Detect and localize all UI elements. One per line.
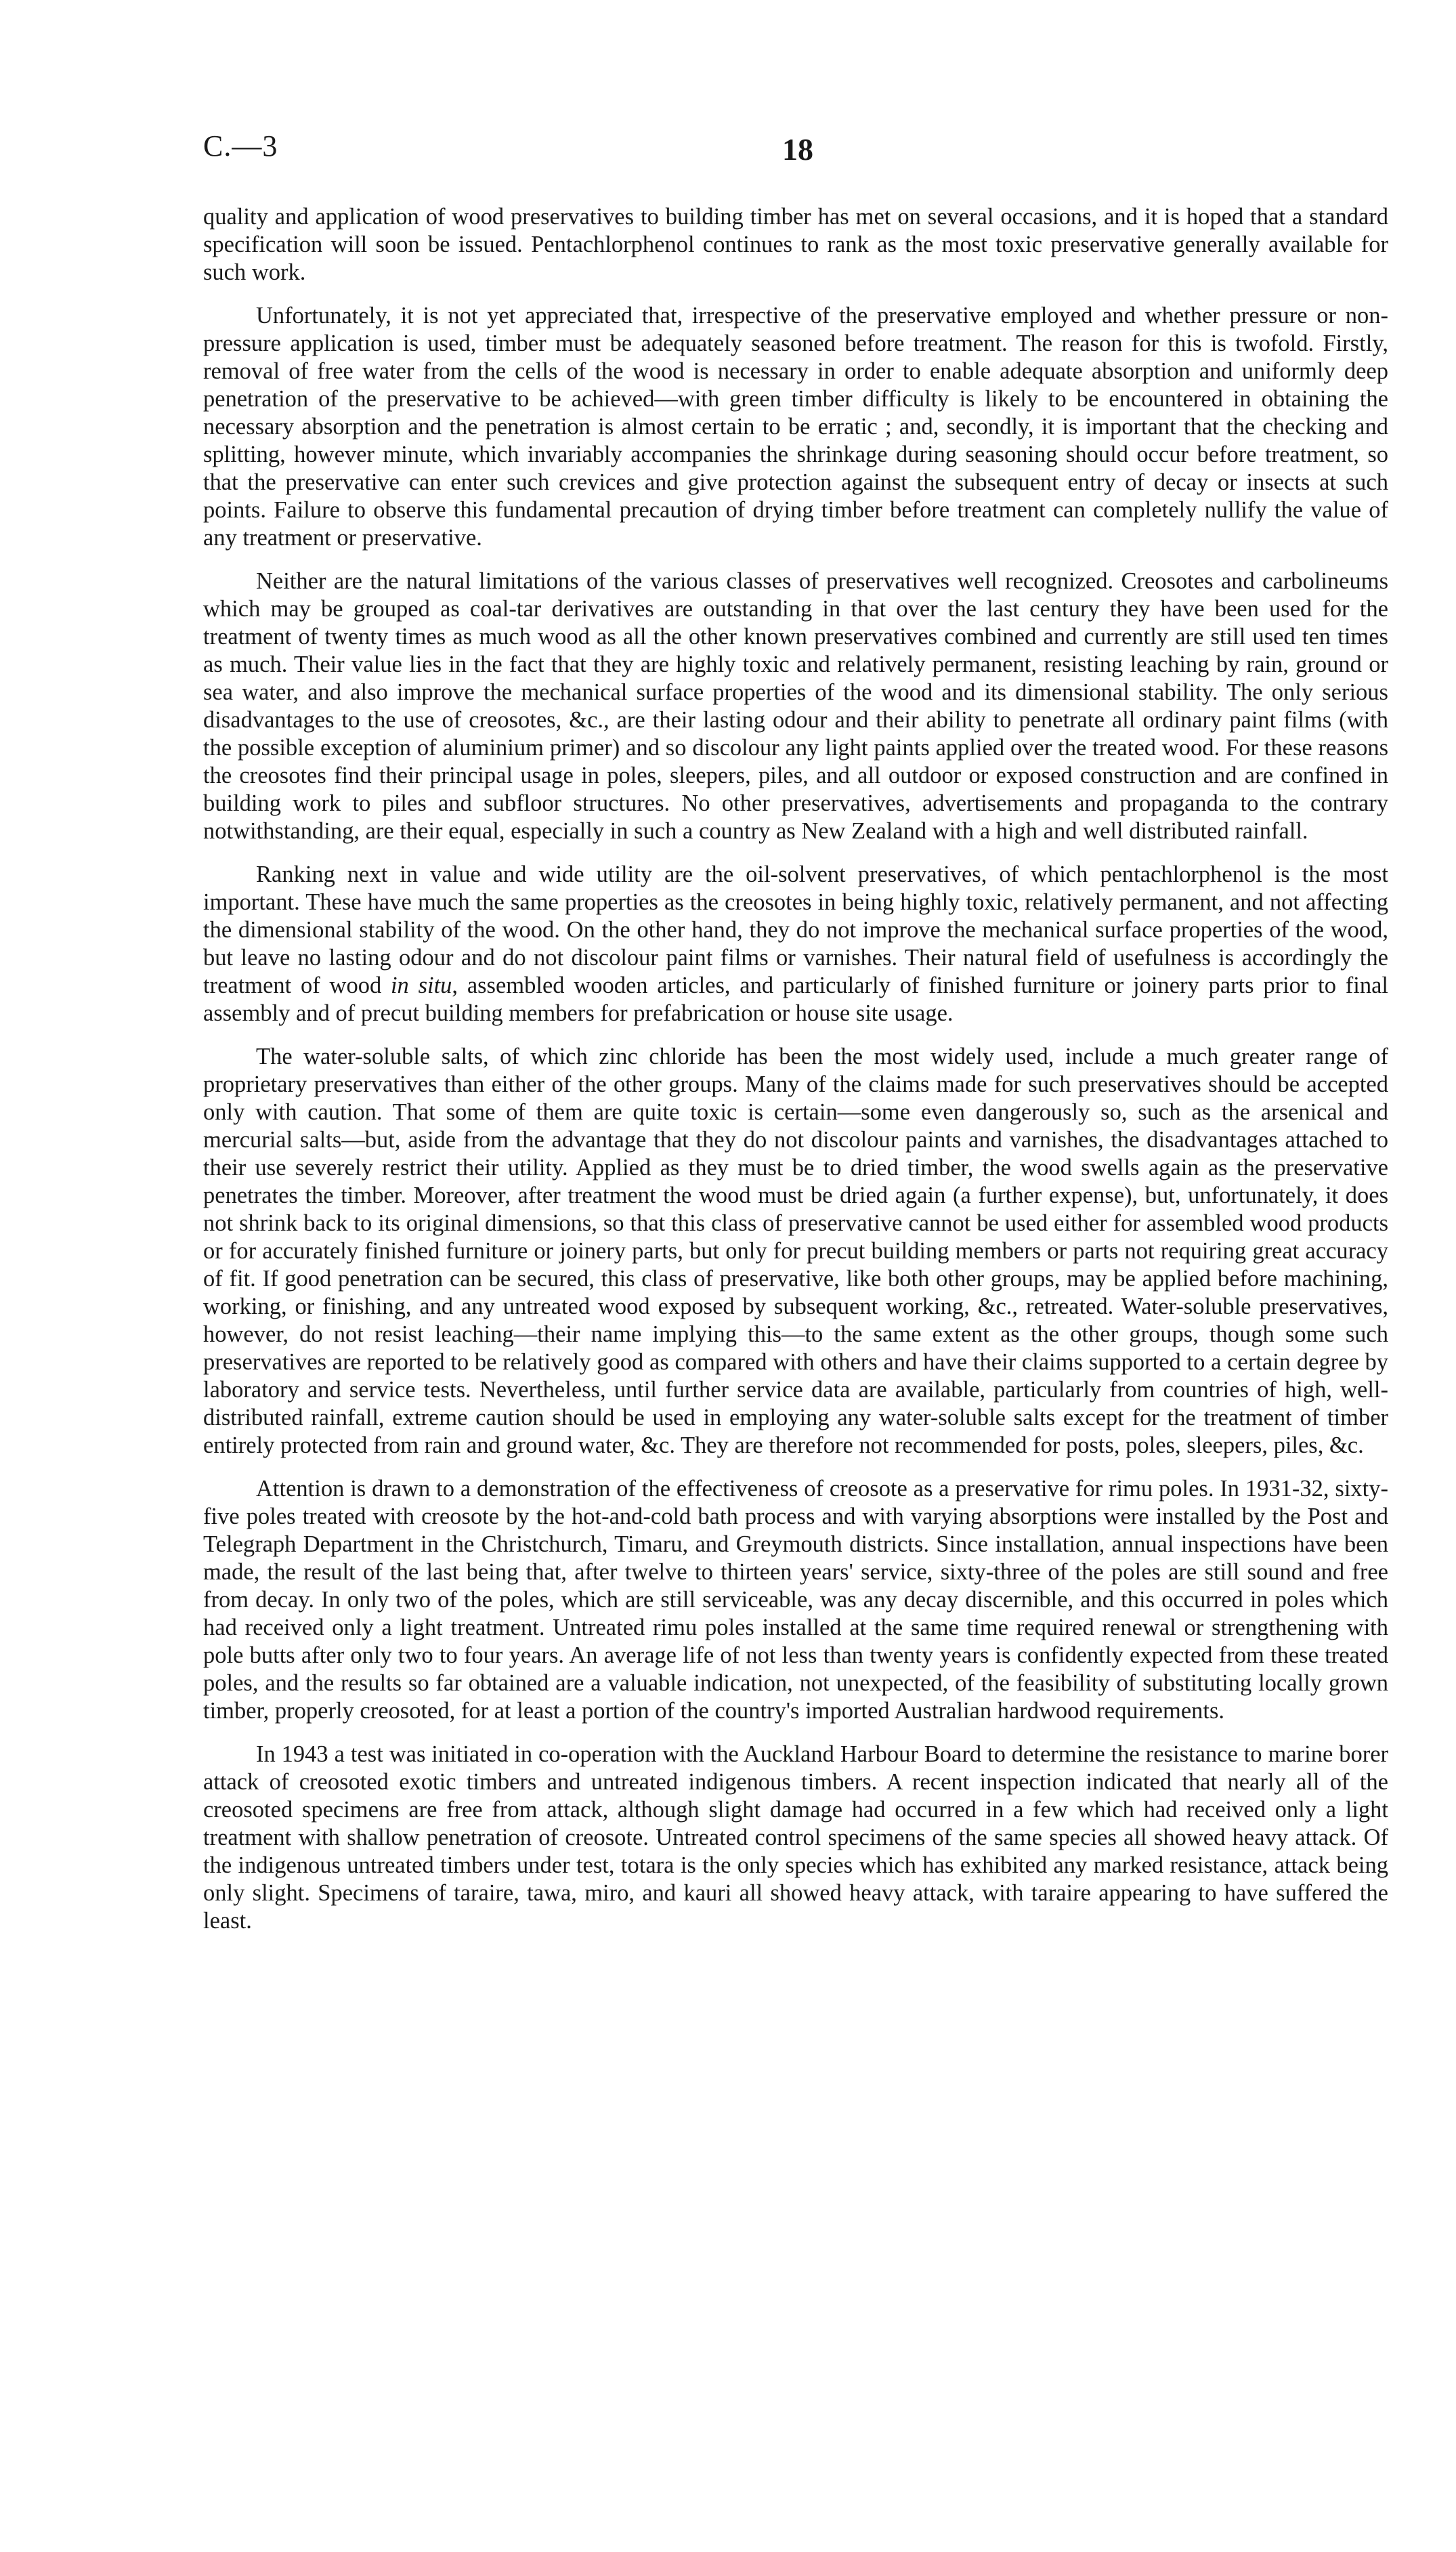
page-number: 18 — [782, 132, 813, 167]
paragraph-oil-solvent — [203, 861, 1388, 1027]
paragraph-continued: quality and application of wood preservatives to building timber has met on several occasions, and it is hoped that a standard specification will soon be issued. Pentachlorphenol continues to rank as the most toxic preservative generally available for such work. — [203, 204, 1388, 285]
paragraph-oil-solvent-italic: in situ — [390, 973, 452, 998]
paragraph-rimu-poles: Attention is drawn to a demonstration of the effectiveness of creosote as a preservative for rimu poles. In 1931-32, sixty-five poles treated with creosote by the hot-and-cold bath process and with varying absorptions were installed by the Post and Telegraph Department in the Christchurch, Timaru, and Greymouth districts. Since installation, annual inspections have been made, the result of the last being that, after twelve to thirteen years' service, sixty-three of the poles are still sound and free from decay. In only two of the poles, which are still serviceable, was any decay discernible, and this occurred in poles which had received only a light treatment. Untreated rimu poles installed at the same time required renewal or strengthening with pole butts after only two to four years. An average life of not less than twenty years is confidently expected from these treated poles, and the results so far obtained are a valuable indication, not unexpected, of the feasibility of substituting locally grown timber, properly creosoted, for at least a portion of the country's imported Australian hardwood requirements. — [203, 1476, 1388, 1724]
paragraph-marine-borer: In 1943 a test was initiated in co-operation with the Auckland Harbour Board to determine the resistance to marine borer attack of creosoted exotic timbers and untreated indigenous timbers. A recent inspection indicated that nearly all of the creosoted specimens are free from attack, although slight damage had occurred in a few which had received only a light treatment with shallow penetration of creosote. Untreated control specimens of the same species all showed heavy attack. Of the indigenous untreated timbers under test, totara is the only species which has exhibited any marked resistance, attack being only slight. Specimens of taraire, tawa, miro, and kauri all showed heavy attack, with taraire appearing to have suffered the least. — [203, 1741, 1388, 1934]
paragraph-seasoning: Unfortunately, it is not yet appreciated that, irrespective of the preservative employed and whether pressure or non-pressure application is used, timber must be adequately seasoned before treatment. The reason for this is twofold. Firstly, removal of free water from the cells of the wood is necessary in order to enable adequate absorption and uniformly deep penetration of the preservative to be achieved—with green timber difficulty is likely to be encountered in obtaining the necessary absorption and the penetration is almost certain to be erratic ; and, secondly, it is important that the checking and splitting, however minute, which invariably accompanies the shrinkage during seasoning should occur before treatment, so that the preservative can enter such crevices and give protection against the subsequent entry of decay or insects at such points. Failure to observe this fundamental precaution of drying timber before treatment can completely nullify the value of any treatment or preservative. — [203, 303, 1388, 551]
document-reference: C.—3 — [203, 129, 278, 163]
body-text — [203, 203, 1388, 1951]
page-header — [203, 129, 1388, 176]
paragraph-water-soluble: The water-soluble salts, of which zinc chloride has been the most widely used, include a much greater range of proprietary preservatives than either of the other groups. Many of the claims made for such preservatives should be accepted only with caution. That some of them are quite toxic is certain—some even dangerously so, such as the arsenical and mercurial salts—but, aside from the advantage that they do not discolour paints and varnishes, the disadvantages attached to their use severely restrict their utility. Applied as they must be to dried timber, the wood swells again as the preservative penetrates the timber. Moreover, after treatment the wood must be dried again (a further expense), but, unfortunately, it does not shrink back to its original dimensions, so that this class of preservative cannot be used either for assembled wood products or for accurately finished furniture or joinery parts, but only for precut building members or parts not requiring great accuracy of fit. If good penetration can be secured, this class of preservative, like both other groups, may be applied before machining, working, or finishing, and any untreated wood exposed by subsequent working, &c., retreated. Water-soluble preservatives, however, do not resist leaching—their name implying this—to the same extent as the other groups, though some such preservatives are reported to be relatively good as compared with others and have their claims supported to a certain degree by laboratory and service tests. Nevertheless, until further service data are available, particularly from countries of high, well-distributed rainfall, extreme caution should be used in employing any water-soluble salts except for the treatment of timber entirely protected from rain and ground water, &c. They are therefore not recommended for posts, poles, sleepers, piles, &c. — [203, 1044, 1388, 1458]
paragraph-oil-solvent-text-2: , assembled wooden articles, and particularly of finished furniture or joinery parts prior to final assembly and of precut building members for prefabrication or house site usage. — [203, 973, 1388, 1026]
paragraph-creosotes: Neither are the natural limitations of the various classes of preservatives well recognized. Creosotes and carbolineums which may be grouped as coal-tar derivatives are outstanding in that over the last century they have been used for the treatment of twenty times as much wood as all the other known preservatives combined and currently are still used ten times as much. Their value lies in the fact that they are highly toxic and relatively permanent, resisting leaching by rain, ground or sea water, and also improve the mechanical surface properties of the wood and its dimensional stability. The only serious disadvantages to the use of creosotes, &c., are their lasting odour and their ability to penetrate all ordinary paint films (with the possible exception of aluminium primer) and so discolour any light paints applied over the treated wood. For these reasons the creosotes find their principal usage in poles, sleepers, piles, and all outdoor or exposed construction and are confined in building work to piles and subfloor structures. No other preservatives, advertisements and propaganda to the contrary notwithstanding, are their equal, especially in such a country as New Zealand with a high and well distributed rainfall. — [203, 568, 1388, 844]
paragraph-oil-solvent-text-1: Ranking next in value and wide utility are the oil-solvent preservatives, of which pentachlorphenol is the most important. These have much the same properties as the creosotes in being highly toxic, relatively permanent, and not affecting the dimensional stability of the wood. On the other hand, they do not improve the mechanical surface properties of the wood, but leave no lasting odour and do not discolour paint films or varnishes. Their natural field of usefulness is accordingly the treatment of wood — [203, 862, 1388, 998]
